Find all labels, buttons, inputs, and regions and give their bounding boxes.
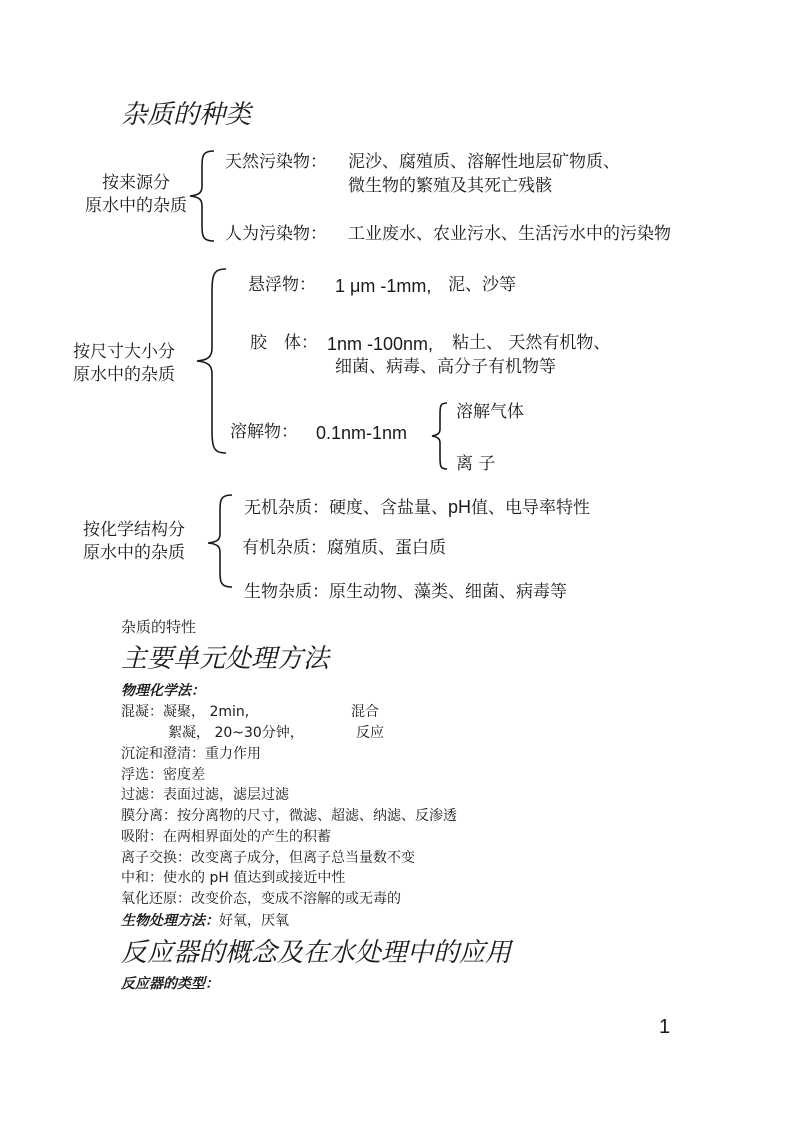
inorganic-label: 无机杂质： bbox=[244, 498, 329, 518]
section-title-reactors: 反应器的概念及在水处理中的应用 bbox=[121, 938, 512, 968]
method-line: 吸附：在两相界面处的产生的积蓄 bbox=[121, 829, 331, 845]
page-number: 1 bbox=[659, 1016, 671, 1038]
method-line: 沉淀和澄清：重力作用 bbox=[121, 746, 261, 762]
category-by-size-label: 按尺寸大小分 原水中的杂质 bbox=[73, 342, 175, 385]
inorganic-text-a: 硬度、含盐量、 bbox=[329, 498, 448, 518]
category-by-source-label: 按来源分 原水中的杂质 bbox=[85, 173, 187, 216]
physchem-heading: 物理化学法： bbox=[121, 683, 205, 699]
suspended-text: 泥、沙等 bbox=[448, 275, 516, 295]
dissolved-gas: 溶解气体 bbox=[456, 402, 524, 422]
category-by-chemistry-label: 按化学结构分 原水中的杂质 bbox=[83, 520, 185, 563]
brace-dissolved bbox=[430, 402, 450, 470]
inorganic-text-b: 值、电导率特性 bbox=[471, 498, 591, 518]
method-line: 中和：使水的 pH 值达到或接近中性 bbox=[121, 870, 346, 886]
coagulation-line2-left: 絮凝， 20~30分钟， bbox=[168, 725, 304, 741]
inorganic-ph: pH bbox=[448, 497, 472, 517]
section-title-impurity-types: 杂质的种类 bbox=[121, 100, 252, 130]
ion: 离 子 bbox=[456, 454, 496, 474]
method-line: 浮选：密度差 bbox=[121, 767, 205, 783]
brace-size bbox=[194, 268, 230, 454]
brace-source bbox=[188, 150, 218, 242]
coagulation-line2-right: 反应 bbox=[356, 725, 384, 741]
suspended-range: 1 μm -1mm, bbox=[335, 276, 432, 296]
method-line: 膜分离：按分离物的尺寸，微滤、超滤、纳滤、反渗透 bbox=[121, 808, 457, 824]
method-line: 离子交换：改变离子成分，但离子总当量数不变 bbox=[121, 850, 415, 866]
dissolved-label: 溶解物： bbox=[230, 422, 298, 442]
natural-pollutants-line1: 泥沙、腐殖质、溶解性地层矿物质、 bbox=[348, 152, 620, 172]
colloid-line1: 粘土、 天然有机物、 bbox=[452, 333, 611, 353]
natural-pollutants-line2: 微生物的繁殖及其死亡残骸 bbox=[348, 176, 552, 196]
method-line: 过滤：表面过滤，滤层过滤 bbox=[121, 787, 289, 803]
colloid-range: 1nm -100nm, bbox=[327, 334, 434, 354]
organic-impurities: 有机杂质：腐殖质、蛋白质 bbox=[242, 538, 446, 558]
colloid-line2: 细菌、病毒、高分子有机物等 bbox=[335, 357, 556, 377]
brace-chemistry bbox=[206, 494, 236, 588]
reactor-types-heading: 反应器的类型： bbox=[121, 976, 219, 992]
coagulation-line1-right: 混合 bbox=[351, 704, 379, 720]
method-line: 氧化还原：改变价态，变成不溶解的或无毒的 bbox=[121, 891, 401, 907]
dissolved-range: 0.1nm-1nm bbox=[316, 423, 408, 443]
coagulation-line1-left: 混凝：凝聚， 2min, bbox=[121, 704, 250, 720]
human-pollutants-label: 人为污染物： bbox=[225, 224, 327, 244]
biological-impurities: 生物杂质：原生动物、藻类、细菌、病毒等 bbox=[244, 582, 567, 602]
human-pollutants-text: 工业废水、农业污水、生活污水中的污染物 bbox=[348, 224, 671, 244]
impurity-properties-title: 杂质的特性 bbox=[121, 618, 197, 636]
suspended-label: 悬浮物： bbox=[248, 275, 316, 295]
colloid-label: 胶 体： bbox=[250, 333, 318, 353]
natural-pollutants-label: 天然污染物： bbox=[225, 152, 327, 172]
bio-text: 好氧，厌氧 bbox=[219, 913, 289, 929]
section-title-unit-processes: 主要单元处理方法 bbox=[121, 644, 330, 674]
bio-heading: 生物处理方法： bbox=[121, 913, 219, 929]
